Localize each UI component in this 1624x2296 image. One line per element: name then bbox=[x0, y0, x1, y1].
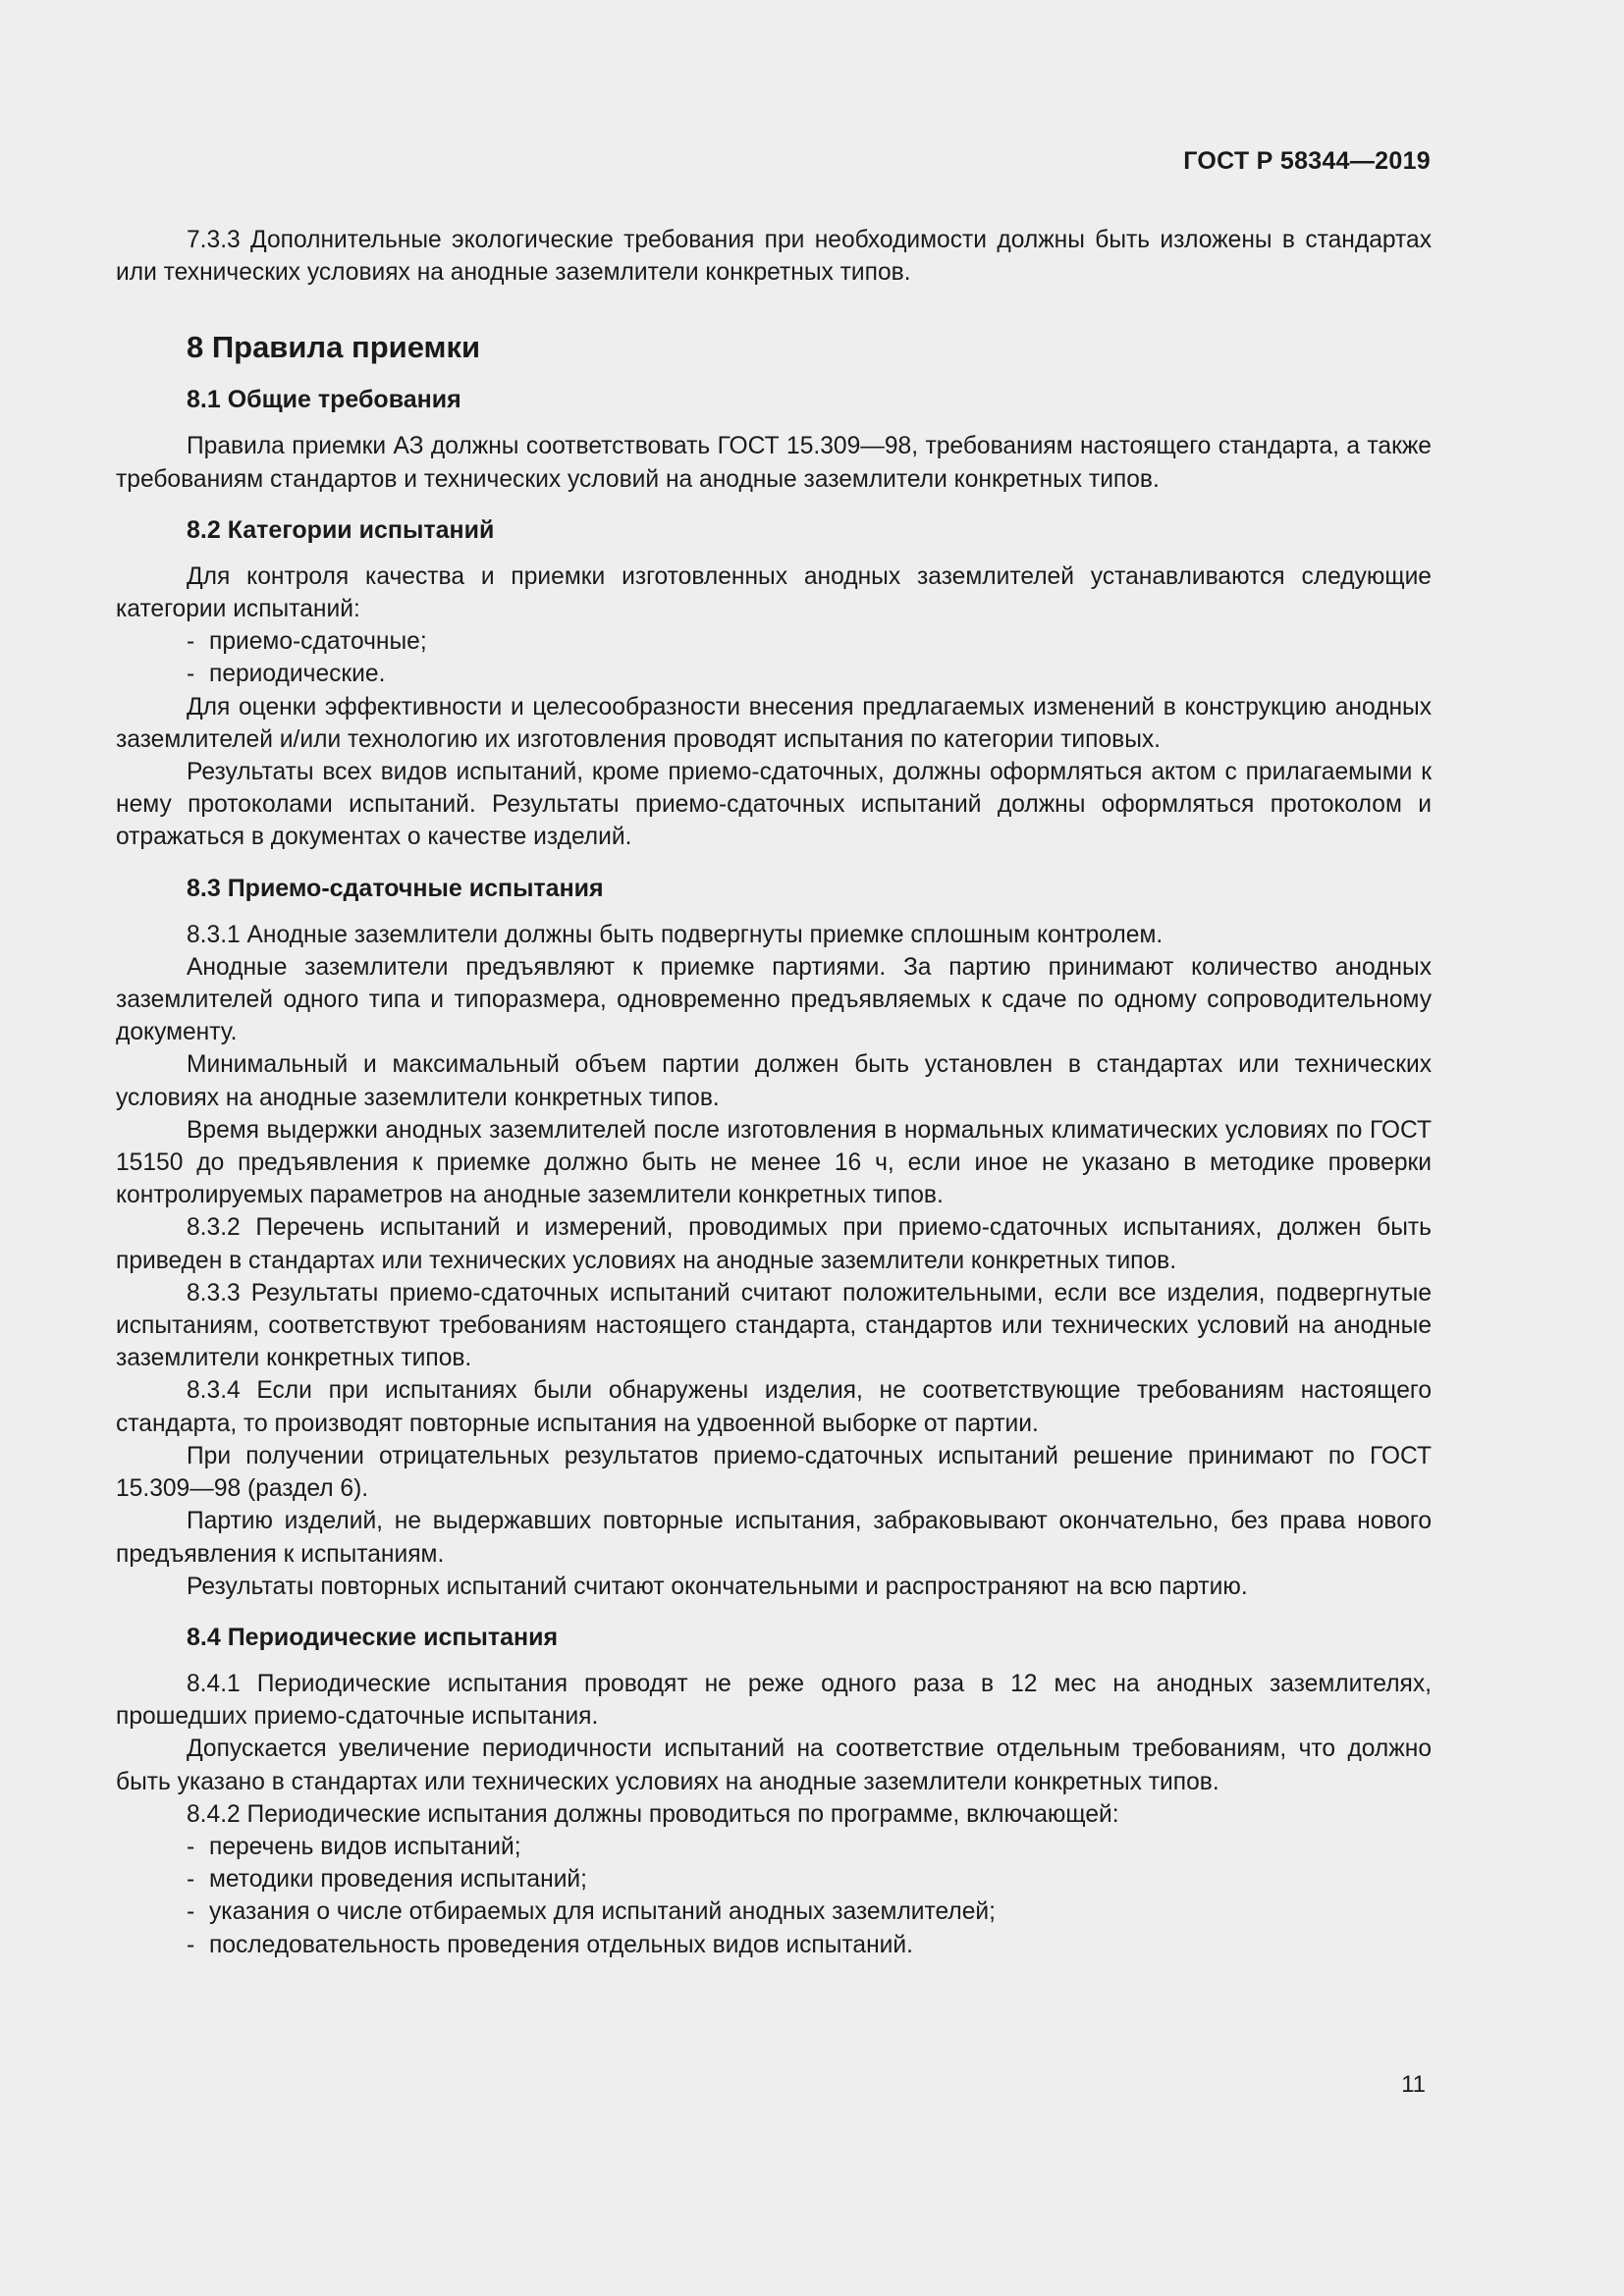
list-dash: - bbox=[187, 628, 195, 656]
list-item bbox=[187, 625, 1432, 658]
paragraph-8-2-intro: Для контроля качества и приемки изготовленных анодных заземлителей устанавливаются следующие категории испытаний: bbox=[116, 562, 1432, 623]
list-item-text: методики проведения испытаний; bbox=[209, 1866, 587, 1894]
paragraph-8-2-results: Результаты всех видов испытаний, кроме приемо-сдаточных, должны оформляться актом с прилагаемыми к нему протоколами испытаний. Результаты приемо-сдаточных испытаний должны оформляться протоколом и отражаться в документах о качестве изделий. bbox=[116, 759, 1432, 851]
paragraph-8-3-1: 8.3.1 Анодные заземлители должны быть подвергнуты приемке сплошным контролем. bbox=[187, 921, 1164, 948]
list-dash: - bbox=[187, 1833, 195, 1860]
paragraph-8-3-4-negative: При получении отрицательных результатов приемо-сдаточных испытаний решение принимают по ГОСТ 15.309—98 (раздел 6). bbox=[116, 1442, 1432, 1503]
list-dash: - bbox=[187, 1931, 195, 1958]
section-8-3-heading: 8.3 Приемо-сдаточные испытания bbox=[187, 874, 604, 902]
list-item-text: периодические. bbox=[209, 661, 386, 688]
list-item bbox=[187, 1929, 1432, 1961]
page-number: 11 bbox=[1401, 2071, 1426, 2098]
paragraph-8-2-types: Для оценки эффективности и целесообразности внесения предлагаемых изменений в конструкцию анодных заземлителей и/или технологию их изготовления проводят испытания по категории типовых. bbox=[116, 693, 1432, 753]
list-dash: - bbox=[187, 661, 195, 688]
paragraph-8-4-1-frequency: Допускается увеличение периодичности испытаний на соответствие отдельным требованиям, что должно быть указано в стандартах или технических условиях на анодные заземлители конкретных типов. bbox=[116, 1735, 1432, 1795]
paragraph-8-1: Правила приемки АЗ должны соответствовать ГОСТ 15.309—98, требованиям настоящего стандарта, а также требованиям стандартов и технических условий на анодные заземлители конкретных типов. bbox=[116, 433, 1432, 493]
paragraph-8-3-1-time: Время выдержки анодных заземлителей после изготовления в нормальных климатических условиях по ГОСТ 15150 до предъявления к приемке должно быть не менее 16 ч, если иное не указано в методике проверки контролируемых параметров на анодные заземлители конкретных типов. bbox=[116, 1116, 1432, 1209]
list-item-text: указания о числе отбираемых для испытаний анодных заземлителей; bbox=[209, 1898, 996, 1926]
list-item bbox=[187, 1896, 1432, 1928]
section-8-4-heading: 8.4 Периодические испытания bbox=[187, 1623, 559, 1651]
list-dash: - bbox=[187, 1866, 195, 1894]
section-8-heading: 8 Правила приемки bbox=[187, 330, 481, 365]
paragraph-8-4-1: 8.4.1 Периодические испытания проводят не реже одного раза в 12 мес на анодных заземлителях, прошедших приемо-сдаточные испытания. bbox=[116, 1670, 1432, 1731]
paragraph-8-3-1-batch: Анодные заземлители предъявляют к приемке партиями. За партию принимают количество анодных заземлителей одного типа и типоразмера, одновременно предъявляемых к сдаче по одному сопроводительному документу. bbox=[116, 953, 1432, 1046]
paragraph-8-3-4-reject: Партию изделий, не выдержавших повторные испытания, забраковывают окончательно, без права нового предъявления к испытаниям. bbox=[116, 1508, 1432, 1568]
list-item bbox=[187, 658, 1432, 690]
list-item bbox=[187, 1863, 1432, 1896]
paragraph-8-4-2: 8.4.2 Периодические испытания должны проводиться по программе, включающей: bbox=[187, 1800, 1119, 1828]
section-8-2-heading: 8.2 Категории испытаний bbox=[187, 515, 495, 544]
paragraph-8-3-3: 8.3.3 Результаты приемо-сдаточных испытаний считают положительными, если все изделия, подвергнутые испытаниям, соответствуют требованиям настоящего стандарта, стандартов или технических условий на анодные заземлители конкретных типов. bbox=[116, 1279, 1432, 1372]
paragraph-8-3-4: 8.3.4 Если при испытаниях были обнаружены изделия, не соответствующие требованиям настоящего стандарта, то производят повторные испытания на удвоенной выборке от партии. bbox=[116, 1377, 1432, 1437]
paragraph-8-3-1-volume: Минимальный и максимальный объем партии должен быть установлен в стандартах или технических условиях на анодные заземлители конкретных типов. bbox=[116, 1051, 1432, 1111]
section-8-1-heading: 8.1 Общие требования bbox=[187, 386, 461, 414]
list-item bbox=[187, 1831, 1432, 1863]
paragraph-7-3-3: 7.3.3 Дополнительные экологические требования при необходимости должны быть изложены в стандартах или технических условиях на анодные заземлители конкретных типов. bbox=[116, 227, 1432, 287]
list-item-text: последовательность проведения отдельных видов испытаний. bbox=[209, 1931, 913, 1958]
list-item-text: перечень видов испытаний; bbox=[209, 1833, 521, 1860]
paragraph-8-3-4-final: Результаты повторных испытаний считают окончательными и распространяют на всю партию. bbox=[187, 1573, 1248, 1600]
list-dash: - bbox=[187, 1898, 195, 1926]
document-header-id: ГОСТ Р 58344—2019 bbox=[1183, 147, 1431, 175]
document-body bbox=[116, 224, 1432, 1961]
paragraph-8-3-2: 8.3.2 Перечень испытаний и измерений, проводимых при приемо-сдаточных испытаниях, должен быть приведен в стандартах или технических условиях на анодные заземлители конкретных типов. bbox=[116, 1214, 1432, 1274]
list-item-text: приемо-сдаточные; bbox=[209, 628, 427, 656]
